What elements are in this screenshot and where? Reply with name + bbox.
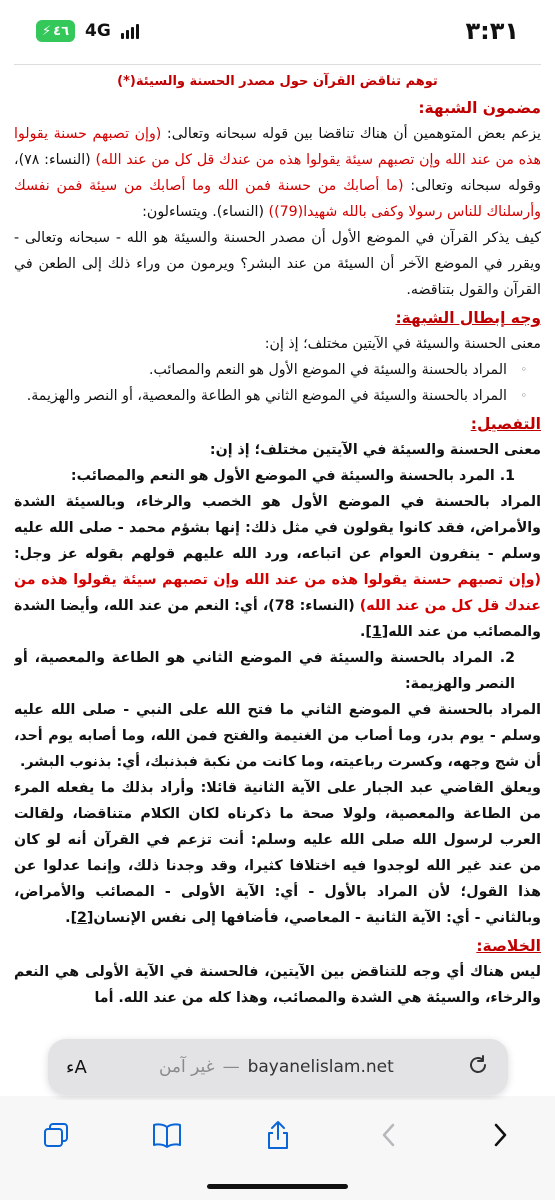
bolt-icon: ⚡: [42, 23, 52, 39]
battery-level: ٤٦: [53, 23, 70, 39]
address-bar[interactable]: [48, 1039, 508, 1095]
browser-toolbar: [0, 1100, 555, 1170]
home-indicator[interactable]: [207, 1184, 348, 1189]
network-type: 4G: [85, 21, 111, 41]
chevron-left-icon[interactable]: [369, 1115, 409, 1155]
article-content: [14, 64, 541, 1065]
paragraph-qadi: ويعلق القاضي عبد الجبار على الآية الثانية قائلا: وأراد بذلك ما يفعله المرء من الطاعة والمعصية، ولولا صحة ما ذكرناه لكان الكلام متناقضا، ولقالت العرب لرسول الله صلى الله عليه وسلم: أنت تزعم في القرآن أنه لو كان من عند غير الله لوجدوا فيه اختلافا كثيرا، وقد وجدنا ذلك، وإنما عدلوا عن هذا القول؛ لأن المراد بالأول - أي: الآية الأولى - المصائب والأمراض، وبالثاني - أي: الآية الثانية - المعاصي، فأضافها إلى نفس الإنسان[2].: [14, 780, 541, 926]
footnote-link-2[interactable]: [2]: [70, 910, 94, 926]
text-size-button[interactable]: ءA: [66, 1056, 87, 1078]
paragraph-intro: يزعم بعض المتوهمين أن هناك تناقضا بين قوله سبحانه وتعالى: (وإن تصبهم حسنة يقولوا هذه من عند الله وإن تصبهم سيئة يقولوا هذه من عندك قل كل من عند الله) (النساء: ٧٨)، وقوله سبحانه وتعالى: (ما أصابك من حسنة فمن الله وما أصابك من سيئة فمن نفسك وأرسلناك للناس رسولا وكفى بالله شهيدا(79)) (النساء). ويتساءلون:: [14, 126, 541, 220]
chevron-right-icon[interactable]: [480, 1115, 520, 1155]
url-text: bayanelislam.net: [247, 1057, 394, 1077]
section-heading-content: مضمون الشبهة:: [418, 99, 541, 117]
status-indicators: [36, 20, 139, 42]
article-title: توهم تناقض القرآن حول مصدر الحسنة والسيئة(*): [117, 74, 438, 89]
section-heading-refute: وجه إبطال الشبهة:: [395, 309, 541, 327]
paragraph-summary: ليس هناك أي وجه للتناقض بين الآيتين، فالحسنة في الآية الأولى هي النعم والرخاء، والسيئة هي الشدة والمصائب، وهذا كله من عند الله. أما: [14, 964, 541, 1006]
section-heading-detail: التفصيل:: [470, 415, 541, 433]
paragraph-first-meaning: المراد بالحسنة في الموضع الأول هو الخصب والرخاء، وبالسيئة الشدة والأمراض، فقد كانوا يقولون في مثل ذلك: إنها بشؤم محمد - صلى الله عليه وسلم - ينفرون العوام عن اتباعه، ورد الله عليهم قولهم بقوله عز وجل: (وإن تصبهم حسنة يقولوا هذه من عند الله وإن تصبهم سيئة يقولوا هذه من عندك قل كل من عند الله) (النساء: 78)، أي: النعم من عند الله، وأيضا الشدة والمصائب من عند الله[1].: [14, 494, 541, 640]
battery-indicator: [36, 20, 75, 42]
status-bar: [0, 0, 555, 62]
numbered-heading-2: 2. المراد بالحسنة والسيئة في الموضع الثاني هو الطاعة والمعصية، أو النصر والهزيمة:: [14, 650, 515, 692]
signal-icon: [121, 23, 139, 39]
paragraph-second-meaning: المراد بالحسنة في الموضع الثاني ما فتح الله على النبي - صلى الله عليه وسلم - يوم بدر، وما أصاب من الغنيمة والفتح فمن الله، وما أصابه يوم أحد، أن شج وجهه، وكسرت رباعيته، وما كانت من نكبة فبذنبك، أي: بذنوب البشر.: [14, 702, 541, 770]
verse-quote: (ما أصابك من حسنة فمن الله وما أصابك من سيئة فمن نفسك وأرسلناك للناس رسولا وكفى بالله شهيدا(79)): [14, 178, 541, 220]
reload-icon[interactable]: [466, 1053, 490, 1081]
clock: ٣:٣١: [465, 17, 519, 45]
bookmarks-icon[interactable]: [147, 1115, 187, 1155]
verse-quote: (وإن تصبهم حسنة يقولوا هذه من عند الله وإن تصبهم سيئة يقولوا هذه من عندك قل كل من عند الله): [14, 126, 541, 168]
paragraph-question: كيف يذكر القرآن في الموضع الأول أن مصدر الحسنة والسيئة هو الله - سبحانه وتعالى - ويقرر في الموضع الآخر أن السيئة من عند البشر؟ ويرمون من وراء ذلك إلى الطعن في القرآن والقول بتناقضه.: [14, 230, 541, 298]
url-display[interactable]: [159, 1057, 394, 1077]
list-item: ◦ المراد بالحسنة والسيئة في الموضع الأول هو النعم والمصائب.: [14, 357, 527, 383]
paragraph-meaning: معنى الحسنة والسيئة في الآيتين مختلف؛ إذ إن:: [264, 336, 541, 352]
paragraph-detail-intro: معنى الحسنة والسيئة في الآيتين مختلف؛ إذ إن:: [209, 442, 541, 458]
list-item: ◦ المراد بالحسنة والسيئة في الموضع الثاني هو الطاعة والمعصية، أو النصر والهزيمة.: [14, 383, 527, 409]
url-separator: —: [222, 1057, 240, 1077]
not-secure-label: غير آمن: [158, 1057, 215, 1077]
share-icon[interactable]: [258, 1115, 298, 1155]
numbered-heading-1: 1. المرد بالحسنة والسيئة في الموضع الأول هو النعم والمصائب:: [70, 468, 515, 484]
refute-list: [14, 357, 541, 409]
tabs-icon[interactable]: [36, 1115, 76, 1155]
verse-quote: (وإن تصبهم حسنة يقولوا هذه من عند الله وإن تصبهم سيئة يقولوا هذه من عندك قل كل من عند الله): [14, 572, 541, 614]
footnote-link-1[interactable]: [1]: [365, 624, 389, 640]
section-heading-summary: الخلاصة:: [476, 937, 541, 955]
